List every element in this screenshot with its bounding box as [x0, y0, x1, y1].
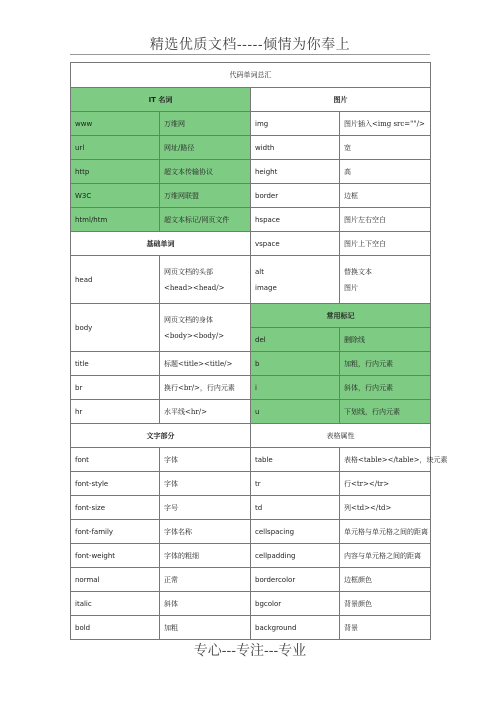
meaning-cell: 超文本标记/网页文件: [160, 208, 251, 232]
table-row: [71, 520, 431, 544]
meaning-cell: 图片左右空白: [340, 208, 431, 232]
meaning-cell: [340, 256, 431, 304]
term-cell: u: [251, 400, 340, 424]
table-row: [71, 472, 431, 496]
page-header-title: 精选优质文档-----倾情为你奉上: [149, 37, 351, 53]
meaning-cell: 标题<title><title/>: [160, 352, 251, 376]
table-row: [71, 568, 431, 592]
term-cell: table: [251, 448, 340, 472]
term-cell: bordercolor: [251, 568, 340, 592]
meaning-cell: 水平线<hr/>: [160, 400, 251, 424]
meaning-line: <head><head/>: [164, 283, 225, 292]
page-footer-text: 专心---专注---专业: [193, 643, 307, 659]
meaning-cell: 字体: [160, 472, 251, 496]
table-row: [71, 400, 431, 424]
section-heading-image: 图片: [251, 88, 431, 112]
meaning-cell: 换行<br/>，行内元素: [160, 376, 251, 400]
table-row: [71, 376, 431, 400]
meaning-cell: 背景颜色: [340, 592, 431, 616]
term-cell: background: [251, 616, 340, 640]
meaning-cell: 正常: [160, 568, 251, 592]
meaning-cell: [160, 256, 251, 304]
meaning-cell: 万维网: [160, 112, 251, 136]
meaning-cell: 图片上下空白: [340, 232, 431, 256]
table-row: [71, 616, 431, 640]
table-row: [71, 136, 431, 160]
meaning-cell: 加粗，行内元素: [340, 352, 431, 376]
term-cell: font-size: [71, 496, 160, 520]
term-cell: br: [71, 376, 160, 400]
meaning-cell: 字体名称: [160, 520, 251, 544]
meaning-cell: 内容与单元格之间的距离: [340, 544, 431, 568]
term-cell: normal: [71, 568, 160, 592]
term-cell: hr: [71, 400, 160, 424]
section-heading-it-names: IT 名词: [71, 88, 251, 112]
table-row: [71, 496, 431, 520]
meaning-cell: 加粗: [160, 616, 251, 640]
term-line: alt: [255, 267, 264, 276]
term-cell: www: [71, 112, 160, 136]
term-cell: url: [71, 136, 160, 160]
term-cell: font-style: [71, 472, 160, 496]
meaning-cell: 斜体，行内元素: [340, 376, 431, 400]
term-cell: http: [71, 160, 160, 184]
meaning-cell: 字号: [160, 496, 251, 520]
meaning-cell: 万维网联盟: [160, 184, 251, 208]
meaning-cell: 边框颜色: [340, 568, 431, 592]
meaning-cell: 边框: [340, 184, 431, 208]
table-row: [71, 592, 431, 616]
meaning-cell: 字体的粗细: [160, 544, 251, 568]
section-heading-basic: 基础单词: [71, 232, 251, 256]
section-heading-common-tags: 常用标记: [251, 304, 431, 328]
term-cell: img: [251, 112, 340, 136]
meaning-line: 替换文本: [344, 267, 372, 276]
meaning-cell: 高: [340, 160, 431, 184]
meaning-cell: 列<td></td>: [340, 496, 431, 520]
table-row: [71, 544, 431, 568]
term-cell: vspace: [251, 232, 340, 256]
term-cell: td: [251, 496, 340, 520]
vocabulary-table: [70, 62, 448, 640]
term-cell: html/htm: [71, 208, 160, 232]
term-cell: i: [251, 376, 340, 400]
term-cell: hspace: [251, 208, 340, 232]
meaning-cell: 行<tr></tr>: [340, 472, 431, 496]
term-cell: width: [251, 136, 340, 160]
term-cell: W3C: [71, 184, 160, 208]
table-title: 代码单词总汇: [71, 63, 431, 88]
section-heading-table-attrs: 表格属性: [251, 424, 431, 448]
term-cell: tr: [251, 472, 340, 496]
term-cell: del: [251, 328, 340, 352]
meaning-cell: 下划线，行内元素: [340, 400, 431, 424]
header-divider: [70, 54, 430, 55]
table-row: [71, 112, 431, 136]
meaning-cell: 单元格与单元格之间的距离: [340, 520, 431, 544]
meaning-line: <body><body/>: [164, 331, 225, 340]
meaning-cell: 表格<table></table>，块元素: [340, 448, 431, 472]
term-cell: font-family: [71, 520, 160, 544]
term-cell: font: [71, 448, 160, 472]
term-cell: bold: [71, 616, 160, 640]
meaning-cell: 宽: [340, 136, 431, 160]
term-cell: b: [251, 352, 340, 376]
meaning-cell: 网址/路径: [160, 136, 251, 160]
meaning-line: 图片: [344, 283, 358, 292]
term-cell: cellpadding: [251, 544, 340, 568]
table-row: [71, 256, 431, 304]
meaning-cell: 斜体: [160, 592, 251, 616]
table-row: [71, 352, 431, 376]
term-cell: italic: [71, 592, 160, 616]
meaning-cell: 删除线: [340, 328, 431, 352]
meaning-line: 网页文档的头部: [164, 267, 213, 276]
table-row: [71, 184, 431, 208]
term-cell: body: [71, 304, 160, 352]
term-cell: cellspacing: [251, 520, 340, 544]
term-line: image: [255, 283, 277, 292]
meaning-cell: 图片插入<img src=""/>: [340, 112, 431, 136]
table-row: [71, 448, 431, 472]
term-cell: [251, 256, 340, 304]
term-cell: height: [251, 160, 340, 184]
table-row: [71, 208, 431, 232]
term-cell: font-weight: [71, 544, 160, 568]
term-cell: bgcolor: [251, 592, 340, 616]
meaning-cell: 超文本传输协议: [160, 160, 251, 184]
term-cell: title: [71, 352, 160, 376]
section-heading-text: 文字部分: [71, 424, 251, 448]
meaning-cell: [160, 304, 251, 352]
term-cell: border: [251, 184, 340, 208]
table-row: [71, 160, 431, 184]
meaning-cell: 背景: [340, 616, 431, 640]
meaning-cell: 字体: [160, 448, 251, 472]
term-cell: head: [71, 256, 160, 304]
meaning-line: 网页文档的身体: [164, 315, 213, 324]
